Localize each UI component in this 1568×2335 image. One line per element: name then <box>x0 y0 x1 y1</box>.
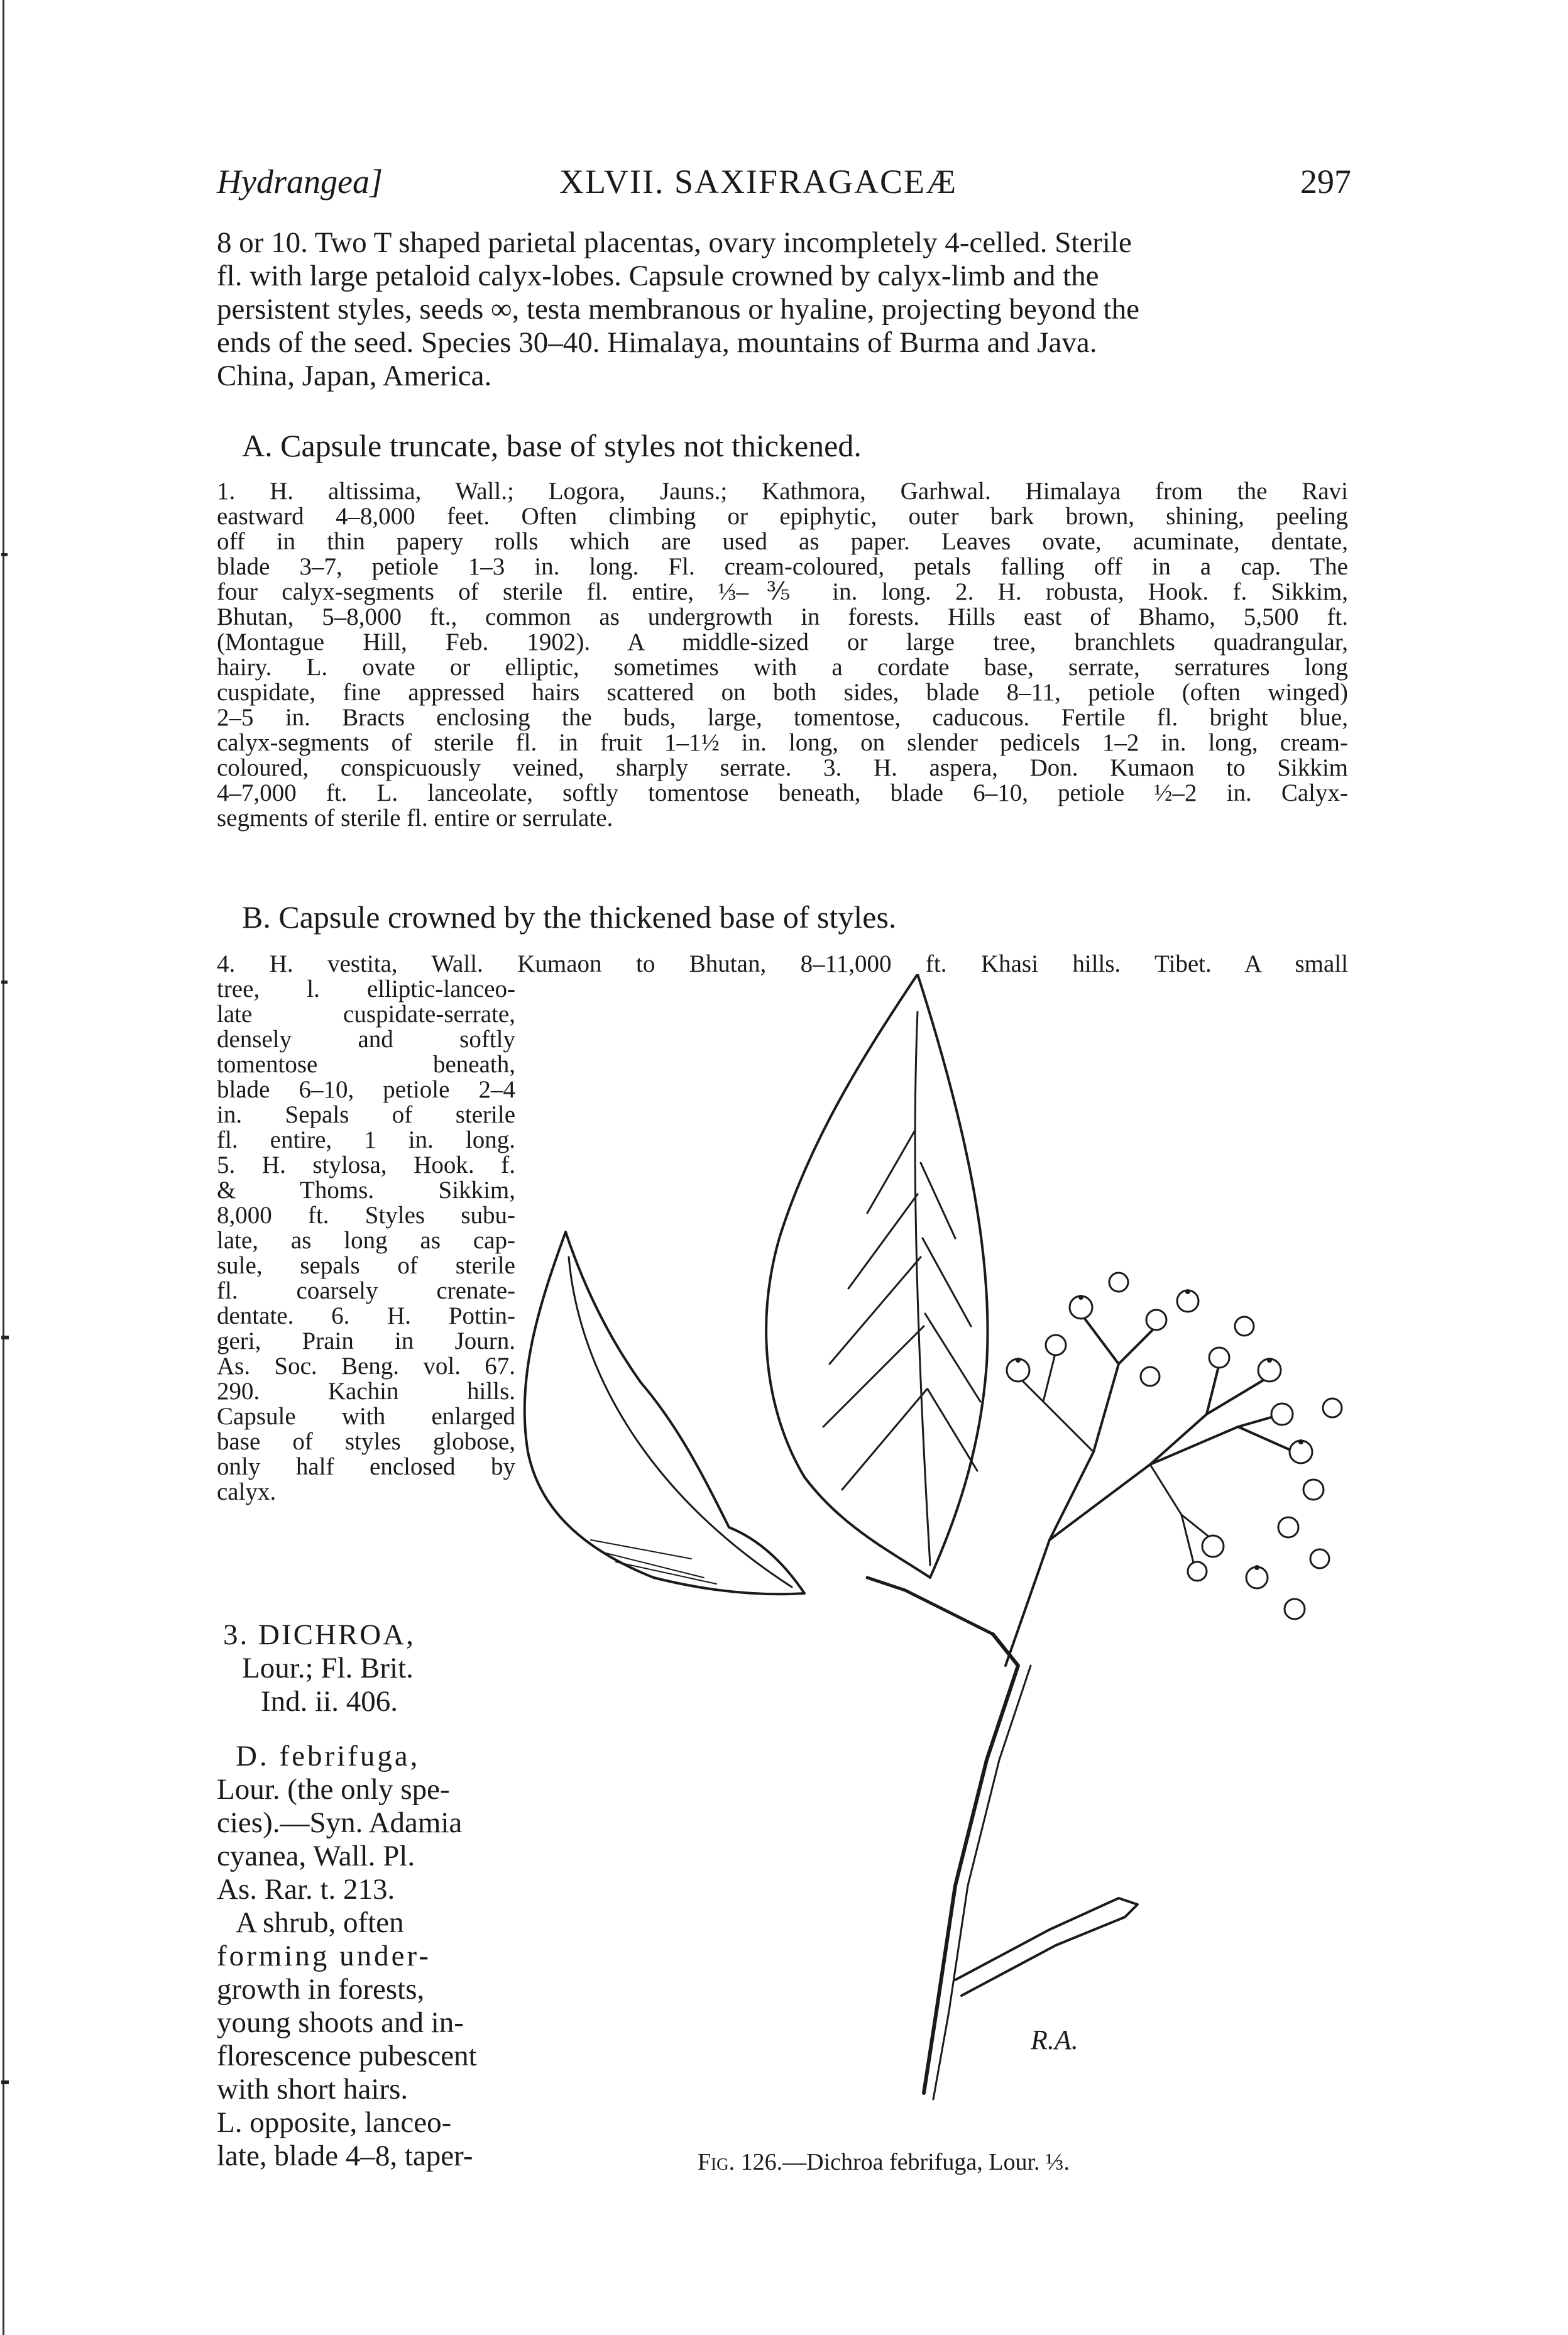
figure-caption <box>698 2148 1070 2176</box>
text-line: 5. H. stylosa, Hook. f. <box>217 1151 515 1178</box>
leaf-branch <box>867 1578 993 1634</box>
text-line: geri, Prain in Journ. <box>217 1327 515 1354</box>
text-line: segments of sterile fl. entire or serrulate. <box>217 805 613 832</box>
text-line: dentate. 6. H. Pottin- <box>217 1302 515 1329</box>
section-b-heading: B. Capsule crowned by the thickened base of styles. <box>242 899 897 935</box>
text-line: forming under- <box>217 1940 431 1972</box>
text-line: coloured, conspicuously veined, sharply serrate. 3. H. aspera, Don. Kumaon to Sikkim <box>217 754 1348 781</box>
text-line: 1. H. altissima, Wall.; Logora, Jauns.; Kathmora, Garhwal. Himalaya from the Ravi <box>217 478 1348 505</box>
text-line: Bhutan, 5–8,000 ft., common as undergrowth in forests. Hills east of Bhamo, 5,500 ft. <box>217 603 1348 630</box>
figure-label: Fig. 126. <box>698 2149 783 2175</box>
dichroa-illustration <box>515 974 1370 2131</box>
text-line: four calyx-segments of sterile fl. entire, ⅓–⅗ in. long. 2. H. robusta, Hook. f. Sikkim, <box>217 578 1348 605</box>
text-line: eastward 4–8,000 feet. Often climbing or epiphytic, outer bark brown, shining, peeling <box>217 503 1348 530</box>
text-line: Lour.; Fl. Brit. <box>242 1652 414 1684</box>
running-head-genus: Hydrangea] <box>217 163 383 201</box>
bud-tips <box>1016 1289 1303 1570</box>
text-line: tree, l. elliptic-lanceo- <box>217 975 515 1003</box>
text-line: late, blade 4–8, taper- <box>217 2140 473 2172</box>
text-line: blade 3–7, petiole 1–3 in. long. Fl. cream-coloured, petals falling off in a cap. The <box>217 553 1348 580</box>
text-line: 8 or 10. Two T shaped parietal placentas, ovary incompletely 4-celled. Sterile <box>217 226 1132 259</box>
text-line: A shrub, often <box>236 1906 404 1939</box>
section-a-text <box>217 479 1348 831</box>
side-shoot <box>955 1898 1138 1996</box>
text-line: growth in forests, <box>217 1973 425 2006</box>
text-line: fl. entire, 1 in. long. <box>217 1126 515 1153</box>
text-line: late, as long as cap- <box>217 1227 515 1254</box>
text-line: persistent styles, seeds ∞, testa membranous or hyaline, projecting beyond the <box>217 293 1139 326</box>
text-line: 4–7,000 ft. L. lanceolate, softly tomentose beneath, blade 6–10, petiole ½–2 in. Calyx- <box>217 779 1348 806</box>
text-line: Capsule with enlarged <box>217 1403 515 1430</box>
text-line: late cuspidate-serrate, <box>217 1001 515 1028</box>
text-line: cies).—Syn. Adamia <box>217 1806 463 1839</box>
text-line: ends of the seed. Species 30–40. Himalaya, mountains of Burma and Java. <box>217 326 1097 359</box>
text-line: 2–5 in. Bracts enclosing the buds, large, tomentose, caducous. Fertile fl. bright blue, <box>217 704 1348 731</box>
text-line: only half enclosed by <box>217 1453 515 1480</box>
text-line: As. Rar. t. 213. <box>217 1873 395 1906</box>
text-line: blade 6–10, petiole 2–4 <box>217 1076 515 1103</box>
text-line: sule, sepals of sterile <box>217 1252 515 1279</box>
text-line: As. Soc. Beng. vol. 67. <box>217 1353 515 1380</box>
text-line: fl. coarsely crenate- <box>217 1277 515 1304</box>
text-line: with short hairs. <box>217 2073 408 2106</box>
text-line: tomentose beneath, <box>217 1051 515 1078</box>
running-header <box>217 162 1351 206</box>
text-line: China, Japan, America. <box>217 360 492 392</box>
text-line: (Montague Hill, Feb. 1902). A middle-sized or large tree, branchlets quadrangular, <box>217 629 1348 656</box>
text-line: Ind. ii. 406. <box>261 1685 398 1718</box>
text-line: 4. H. vestita, Wall. Kumaon to Bhutan, 8–11,000 ft. Khasi hills. Tibet. A small <box>217 950 1348 977</box>
text-line: D. febrifuga, <box>236 1740 420 1772</box>
text-line: L. opposite, lanceo- <box>217 2106 452 2139</box>
main-stem <box>924 1634 1018 2093</box>
genus-heading: 3. DICHROA, <box>223 1618 415 1651</box>
text-line: hairy. L. ovate or elliptic, sometimes with a cordate base, serrate, serratures long <box>217 654 1348 681</box>
text-line: Lour. (the only spe- <box>217 1773 450 1806</box>
page-number: 297 <box>1300 163 1351 201</box>
intro-paragraph <box>217 226 1348 393</box>
scan-edge <box>0 0 14 2335</box>
small-leaf <box>525 1232 804 1594</box>
genus-dichroa <box>217 1618 522 1718</box>
text-line: 8,000 ft. Styles subu- <box>217 1202 515 1229</box>
chapter-title: XLVII. SAXIFRAGACEÆ <box>559 163 958 201</box>
text-line: cyanea, Wall. Pl. <box>217 1840 415 1872</box>
text-line: & Thoms. Sikkim, <box>217 1177 515 1204</box>
text-line: base of styles globose, <box>217 1428 515 1455</box>
text-line: cuspidate, fine appressed hairs scattered on both sides, blade 8–11, petiole (often winged) <box>217 679 1348 706</box>
text-line: off in thin papery rolls which are used as paper. Leaves ovate, acuminate, dentate, <box>217 528 1348 555</box>
text-line: calyx-segments of sterile fl. in fruit 1–1½ in. long, on slender pedicels 1–2 in. long, cream- <box>217 729 1348 756</box>
large-leaf <box>766 974 987 1578</box>
species-dichroa-febrifuga <box>217 1740 522 2173</box>
text-line: in. Sepals of sterile <box>217 1101 515 1128</box>
text-line: florescence pubescent <box>217 2040 477 2072</box>
section-b-first-line <box>217 952 1348 977</box>
text-line: densely and softly <box>217 1026 515 1053</box>
section-a-heading: A. Capsule truncate, base of styles not thickened. <box>242 428 862 463</box>
flower-buds <box>1007 1273 1342 1619</box>
text-line: 290. Kachin hills. <box>217 1378 515 1405</box>
text-line: fl. with large petaloid calyx-lobes. Capsule crowned by calyx-limb and the <box>217 260 1099 292</box>
text-line: young shoots and in- <box>217 2006 464 2039</box>
artist-initials: R.A. <box>1031 2025 1078 2055</box>
text-line: calyx. <box>217 1478 277 1505</box>
figure-caption-text: —Dichroa febrifuga, Lour. ⅓. <box>782 2149 1070 2175</box>
section-b-column-text <box>217 977 515 1505</box>
